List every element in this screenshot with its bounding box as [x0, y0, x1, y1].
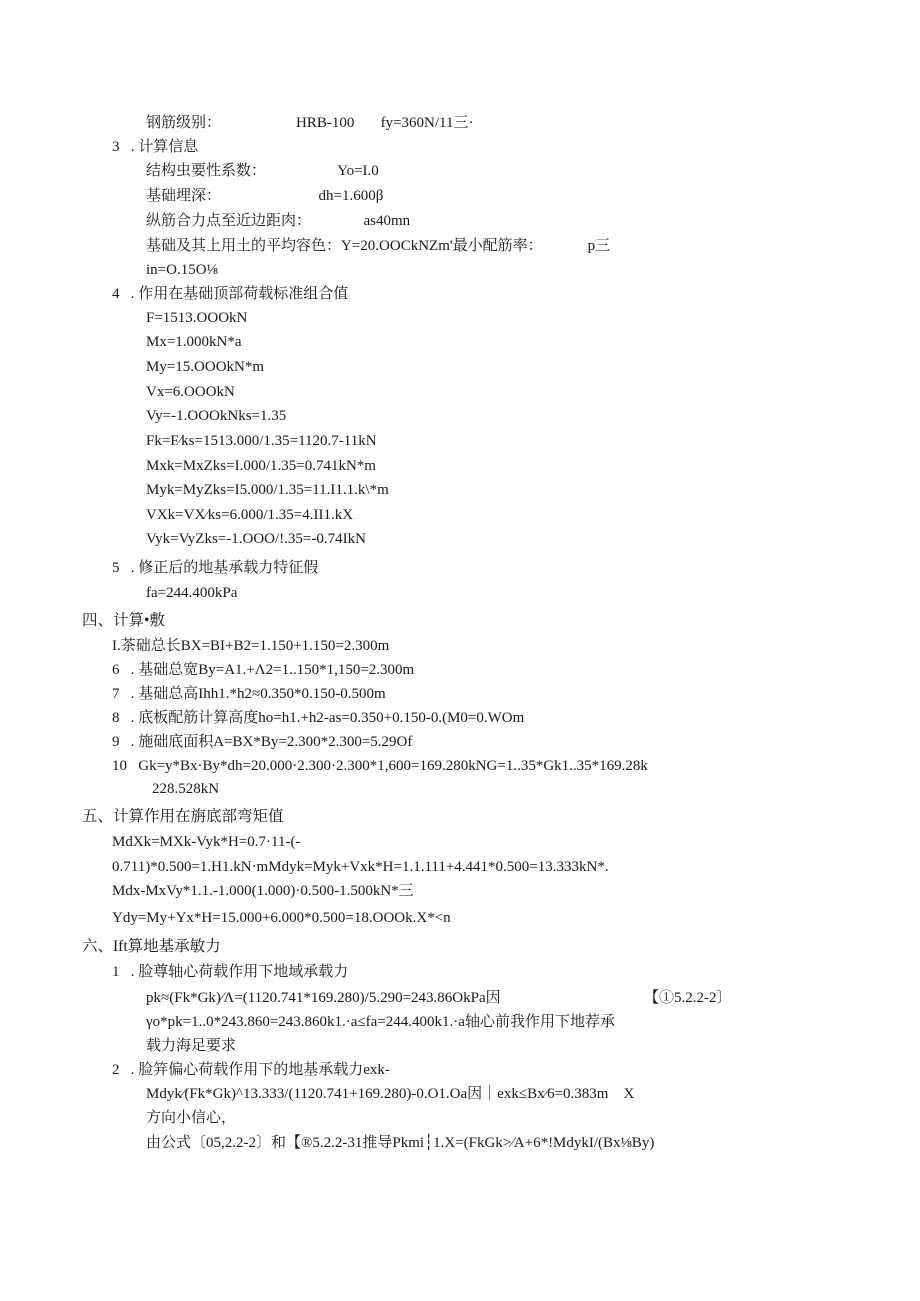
- item4-title: 4 . 作用在基础顶部荷载标准组合值: [112, 286, 349, 302]
- section-4-title: 四、计算•敷: [82, 612, 165, 629]
- moment-line-1: MdXk=MXk-Vyk*H=0.7·11-(-: [112, 834, 301, 850]
- moment-line-4: Ydy=My+Yx*H=15.000+6.000*0.500=18.OOOk.X*<n: [112, 910, 451, 926]
- item5-title: 5 . 修正后的地基承载力特征假: [112, 560, 319, 576]
- burial-depth: 基础埋深： dh=1.600β: [146, 188, 384, 204]
- load-vxk: VXk=VX⁄ks=6.000/1.35=4.II1.kX: [146, 507, 354, 523]
- bearing-1-ref: 【①5.2.2-2〕: [644, 990, 732, 1006]
- bearing-1-title: 1 . 脸尊轴心荷载作用下地域承载力: [112, 964, 349, 980]
- rebar-grade: 钢筋级别： HRB-100 fy=360N/11三·: [146, 115, 474, 131]
- load-vx: Vx=6.OOOkN: [146, 384, 235, 400]
- load-myk: Myk=MyZks=I5.000/1.35=11.I1.1.k\*m: [146, 482, 389, 498]
- calc-10: 10 Gk=y*Bx·By*dh=20.000·2.300·2.300*1,600=169.280kNG=1..35*Gk1..35*169.28k: [112, 758, 648, 774]
- calc-7: 7 . 基础总高Ihh1.*h2≈0.350*0.150-0.500m: [112, 686, 386, 702]
- bearing-2-formula: Mdyk⁄(Fk*Gk)^13.333/(1120.741+169.280)-0.O1.Oa因｜exk≤Bx⁄6=0.383m X: [146, 1086, 635, 1102]
- calc-6: 6 . 基础总宽By=A1.+Λ2=1..150*1,150=2.300m: [112, 662, 415, 678]
- avg-unit-weight: 基础及其上用土的平均容色：Y=20.OOCkNZm'最小配筋率： p三: [146, 238, 611, 254]
- bearing-2-small: 方向小信心，: [146, 1110, 237, 1126]
- calc-8: 8 . 底板配筋计算高度ho=h1.+h2-as=0.350+0.150-0.(M0=0.WOm: [112, 710, 525, 726]
- load-mxk: Mxk=MxZks=I.000/1.35=0.741kN*m: [146, 458, 376, 474]
- calc-1: I.茶础总长BX=BI+B2=1.150+1.150=2.300m: [112, 638, 390, 654]
- load-mx: Mx=1.000kN*a: [146, 334, 242, 350]
- item3-title: 3 . 计算信息: [112, 139, 199, 155]
- calc-10-cont: 228.528kN: [152, 781, 220, 797]
- section-5-title: 五、计算作用在旃底部弯矩值: [82, 808, 284, 825]
- moment-line-3: Mdx-MxVy*1.1.-1.000(1.000)·0.500-1.500kN*三: [112, 883, 414, 899]
- bearing-1-cont: 载力海足要求: [146, 1038, 237, 1054]
- load-my: My=15.OOOkN*m: [146, 359, 265, 375]
- bearing-2-title: 2 . 脸笄偏心荷载作用下的地基承载力exk-: [112, 1062, 390, 1078]
- bearing-2-derive: 由公式〔05,2.2-2〕和【®5.2.2-31推导Pkmi┆1.X=(FkGk>⁄A+6*!MdykI/(Bx⅛By): [146, 1135, 655, 1151]
- importance-factor: 结构虫要性系数： Yo=I.0: [146, 163, 379, 179]
- load-vyk: Vyk=VyZks=-1.OOO/!.35=-0.74IkN: [146, 531, 366, 547]
- section-6-title: 六、Ift算地基承敏力: [82, 938, 221, 955]
- load-fk: Fk=F⁄ks=1513.000/1.35=1120.7-11kN: [146, 433, 377, 449]
- calc-9: 9 . 施础底面积A=BX*By=2.300*2.300=5.29Of: [112, 734, 413, 750]
- bearing-1-formula: pk≈(Fk*Gk)⁄Λ=(1120.741*169.280)/5.290=243.86OkPa因: [146, 990, 501, 1006]
- load-f: F=1513.OOOkN: [146, 310, 248, 326]
- fa-value: fa=244.400kPa: [146, 585, 238, 601]
- cover-distance: 纵筋合力点至近边距肉： as40mn: [146, 213, 411, 229]
- load-vy: Vy=-1.OOOkNks=1.35: [146, 408, 287, 424]
- bearing-1-check: γo*pk=1..0*243.860=243.860k1.·a≤fa=244.400k1.·a轴心前我作用下地荐承: [146, 1014, 615, 1030]
- min-ratio-cont: in=O.15O⅛: [146, 262, 218, 278]
- moment-line-2: 0.711)*0.500=1.H1.kN·mMdyk=Myk+Vxk*H=1.1.111+4.441*0.500=13.333kN*.: [112, 859, 609, 875]
